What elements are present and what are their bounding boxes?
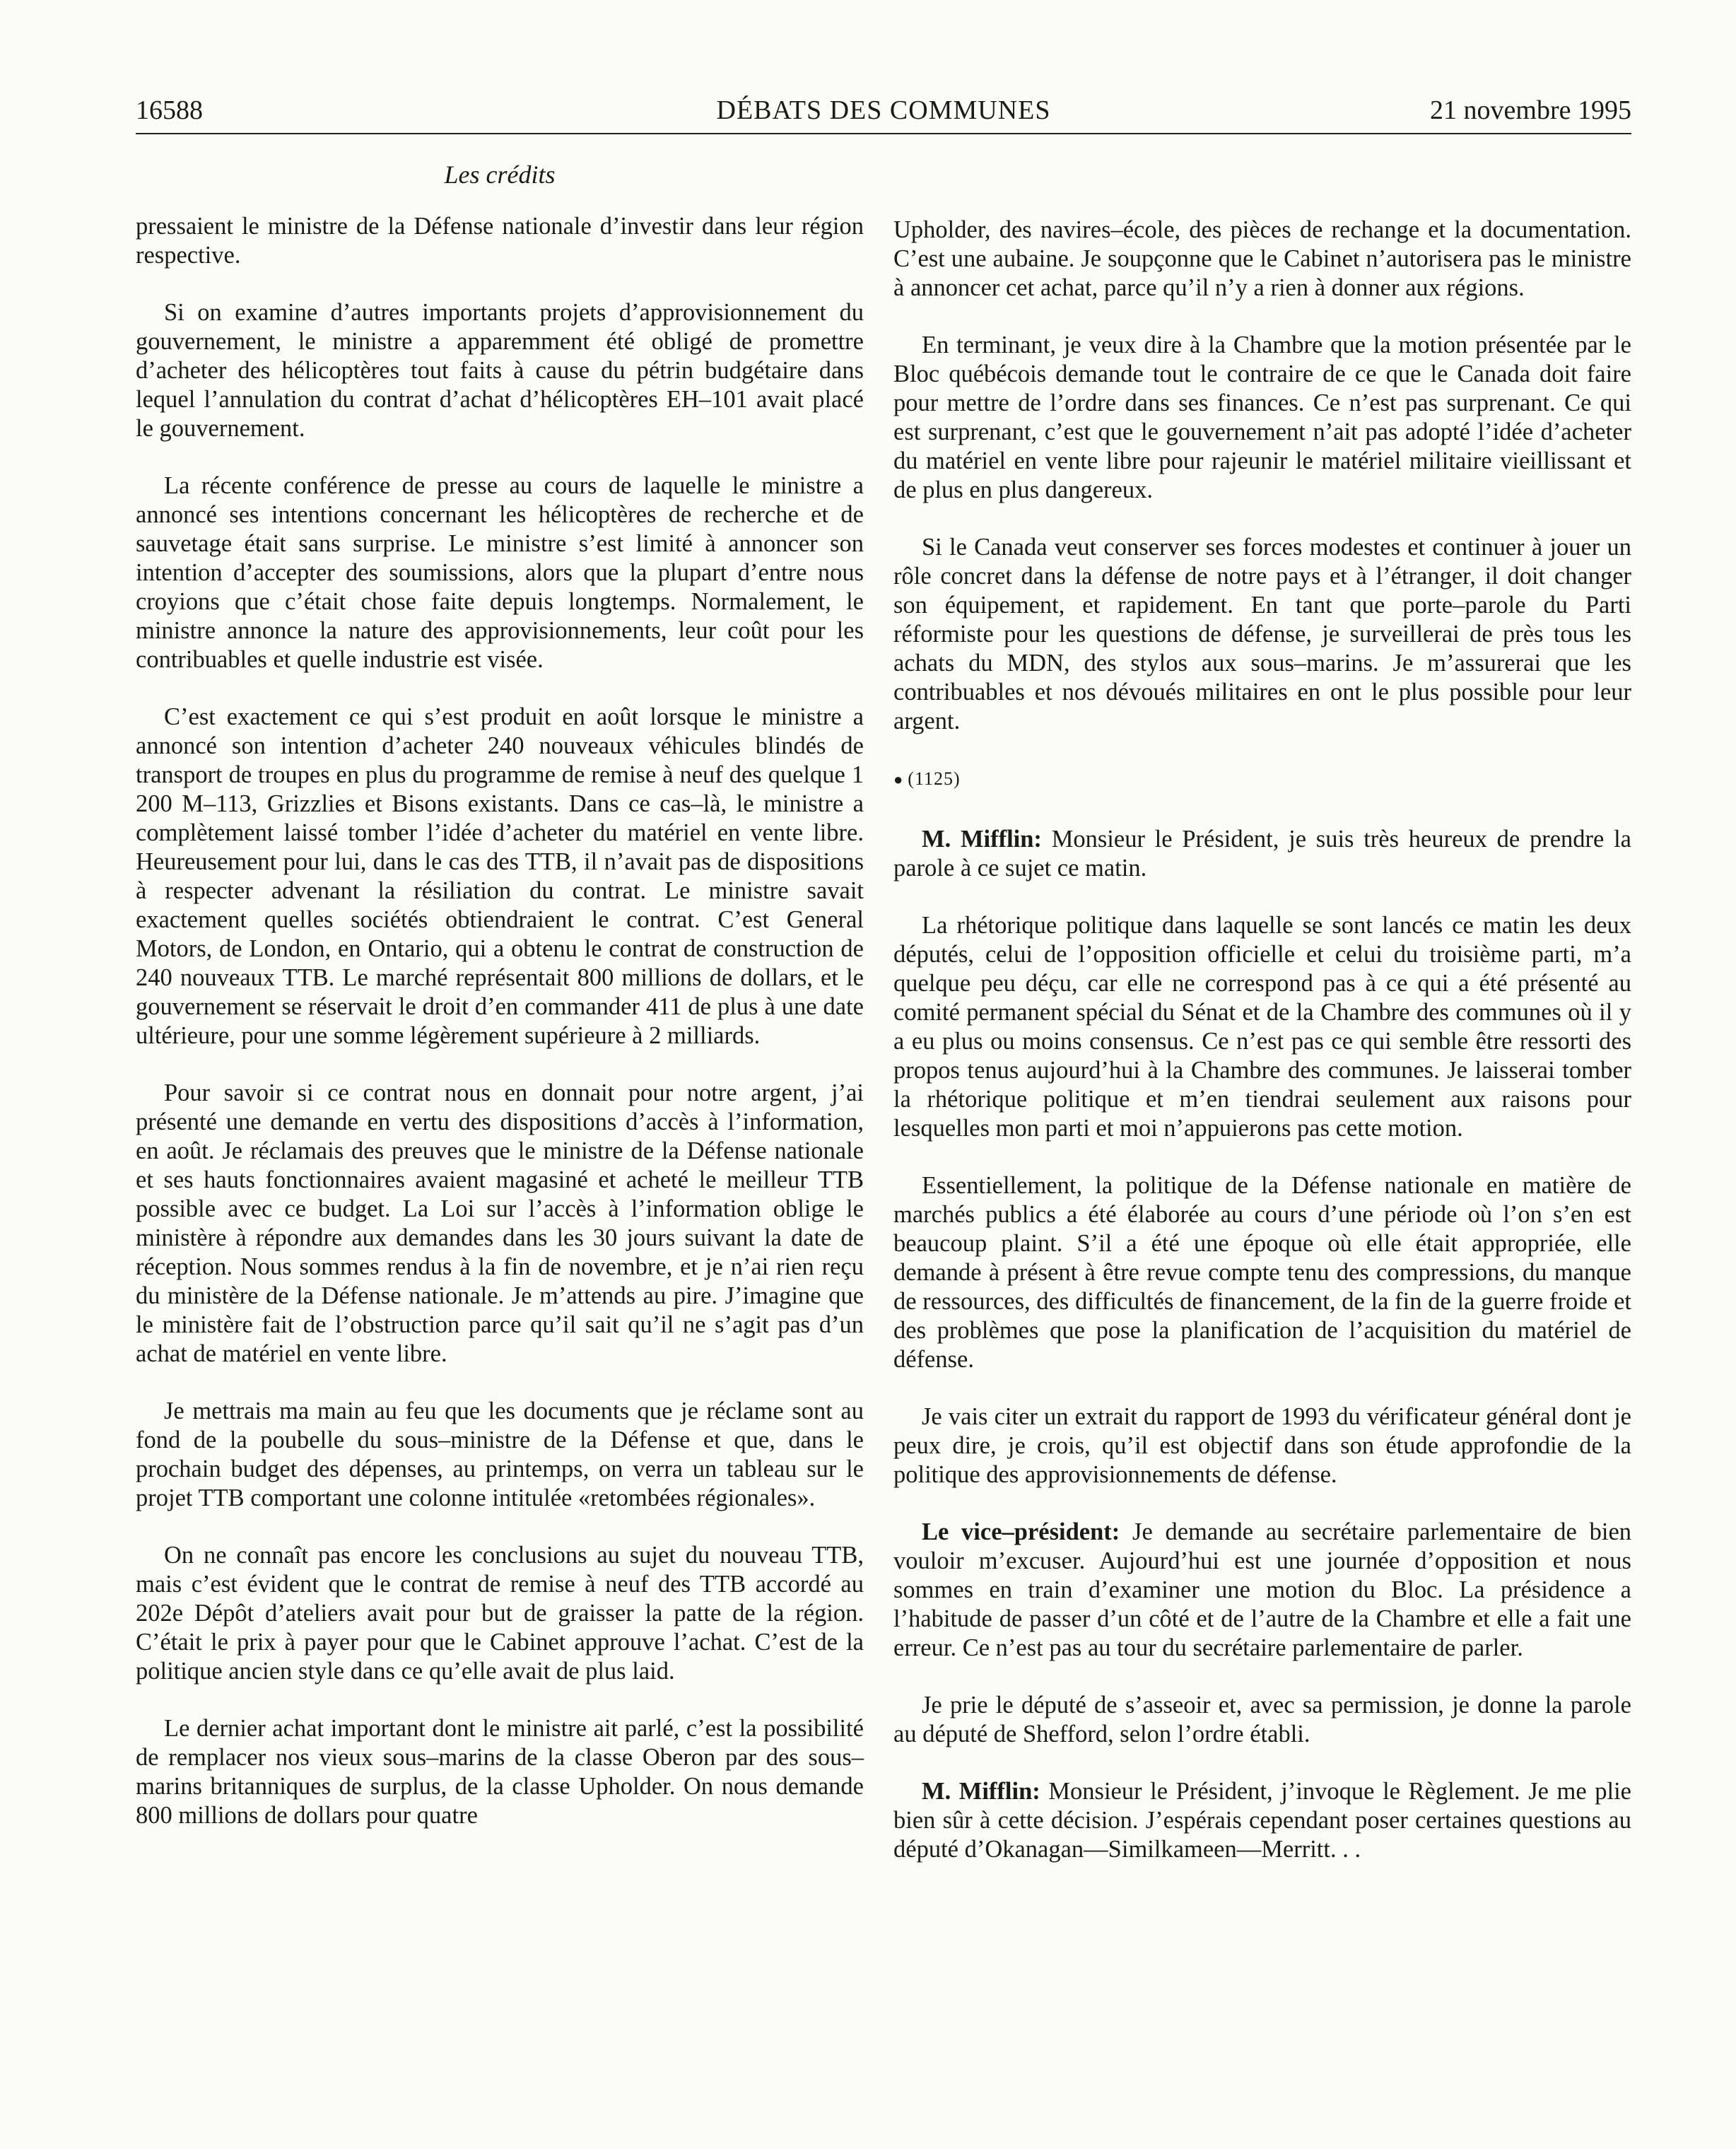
- left-column: [136, 212, 864, 2050]
- paragraph: Pour savoir si ce contrat nous en donnait pour notre argent, j’ai présenté une demande en vertu des dispositions d’accès à l’information, en août. Je réclamais des preuves que le ministre de la Défense nationale et ses hauts fonctionnaires avaient magasiné et acheté le meilleur TTB possible avec ce budget. La Loi sur l’accès à l’information oblige le ministère à répondre aux demandes dans les 30 jours suivant la date de réception. Nous sommes rendus à la fin de novembre, et je n’ai rien reçu du ministère de la Défense nationale. Je m’attends au pire. J’imagine que le ministère fait de l’obstruction parce qu’il sait qu’il ne s’agit pas d’un achat de matériel en vente libre.: [136, 1079, 864, 1367]
- speech-paragraph: [893, 825, 1631, 883]
- paragraph: En terminant, je veux dire à la Chambre que la motion présentée par le Bloc québécois demande tout le contraire de ce que le Canada doit faire pour mettre de l’ordre dans ses finances. Ce n’est pas surprenant. Ce qui est surprenant, c’est que le gouvernement n’ait pas adopté l’idée d’acheter du matériel en vente libre pour rajeunir le matériel militaire vieillissant et de plus en plus dangereux.: [893, 332, 1631, 503]
- speaker-name: M. Mifflin:: [922, 826, 1042, 853]
- speaker-name: M. Mifflin:: [922, 1778, 1040, 1805]
- paragraph: Je prie le député de s’asseoir et, avec sa permission, je donne la parole au député de Shefford, selon l’ordre établi.: [893, 1692, 1631, 1747]
- paragraph: Je vais citer un extrait du rapport de 1993 du vérificateur général dont je peux dire, je crois, qu’il est objectif dans son étude approfondie de la politique des approvisionnements de défense.: [893, 1403, 1631, 1488]
- paragraph: Essentiellement, la politique de la Défense nationale en matière de marchés publics a été élaborée au cours d’une période où l’on s’en est beaucoup plaint. S’il a été une époque où elle était appropriée, elle demande à présent à être revue compte tenu des compressions, du manque de ressources, des difficultés de financement, de la fin de la guerre froide et des problèmes que pose la planification de l’acquisition du matériel de défense.: [893, 1172, 1631, 1373]
- time-stamp: [893, 764, 1631, 794]
- speech-paragraph: [893, 1777, 1631, 1864]
- paragraph: C’est exactement ce qui s’est produit en août lorsque le ministre a annoncé son intention d’acheter 240 nouveaux véhicules blindés de transport de troupes en plus du programme de remise à neuf des quelque 1 200 M–113, Grizzlies et Bisons existants. Dans ce cas–là, le ministre a complètement laissé tomber l’idée d’acheter du matériel en vente libre. Heureusement pour lui, dans le cas des TTB, il n’avait pas de dispositions à respecter advenant la résiliation du contrat. Le ministre savait exactement quelles sociétés obtiendraient le contrat. C’est General Motors, de London, en Ontario, qui a obtenu le contrat de construction de 240 nouveaux TTB. Le marché représentait 800 millions de dollars, et le gouvernement se réservait le droit d’en commander 411 de plus à une date ultérieure, pour une somme légèrement supérieure à 2 milliards.: [136, 703, 864, 1049]
- speech-paragraph: [893, 1518, 1631, 1663]
- paragraph: Je mettrais ma main au feu que les documents que je réclame sont au fond de la poubelle du sous–ministre de la Défense et que, dans le prochain budget des dépenses, au printemps, on verra un tableau sur le projet TTB comportant une colonne intitulée «retombées régionales».: [136, 1398, 864, 1511]
- speech-text: Monsieur le Président, j’invoque le Règlement. Je me plie bien sûr à cette décision. J’espérais cependant poser certaines questions au député d’Okanagan—Similkameen—Merritt. . .: [893, 1778, 1631, 1863]
- right-column: [893, 216, 1631, 2054]
- paragraph: Si le Canada veut conserver ses forces modestes et continuer à jouer un rôle concret dans la défense de notre pays et à l’étranger, il doit changer son équipement, et rapidement. En tant que porte–parole du Parti réformiste pour les questions de défense, je surveillerai de près tous les achats du MDN, des stylos aux sous–marins. Je m’assurerai que les contribuables et nos dévoués militaires en ont le plus possible pour leur argent.: [893, 534, 1631, 734]
- time-stamp-text: (1125): [908, 768, 961, 789]
- publication-title: DÉBATS DES COMMUNES: [716, 95, 1051, 125]
- speaker-name: Le vice–président:: [922, 1518, 1120, 1545]
- paragraph: Si on examine d’autres importants projets d’approvisionnement du gouvernement, le ministre a apparemment été obligé de promettre d’acheter des hélicoptères tout faits à cause du pétrin budgétaire dans lequel l’annulation du contrat d’achat d’hélicoptères EH–101 avait placé le gouvernement.: [136, 299, 864, 442]
- section-title: Les crédits: [444, 160, 556, 189]
- paragraph: On ne connaît pas encore les conclusions au sujet du nouveau TTB, mais c’est évident que le contrat de remise à neuf des TTB accordé au 202e Dépôt d’ateliers avait pour but de graisser la patte de la région. C’était le prix à payer pour que le Cabinet approuve l’achat. C’est de la politique ancien style dans ce qu’elle avait de plus laid.: [136, 1542, 864, 1685]
- paragraph: Le dernier achat important dont le ministre ait parlé, c’est la possibilité de remplacer nos vieux sous–marins de la classe Oberon par des sous–marins britanniques de surplus, de la classe Upholder. On nous demande 800 millions de dollars pour quatre: [136, 1715, 864, 1829]
- header-date: 21 novembre 1995: [1430, 95, 1631, 125]
- paragraph: La récente conférence de presse au cours de laquelle le ministre a annoncé ses intentions concernant les hélicoptères de recherche et de sauvetage était sans surprise. Le ministre s’est limité à annoncer son intention d’accepter des soumissions, alors que la plupart d’entre nous croyions que c’était chose faite depuis longtemps. Normalement, le ministre annonce la nature des approvisionnements, leur coût pour les contribuables et quelle industrie est visée.: [136, 472, 864, 673]
- speech-text: Je demande au secrétaire parlementaire de bien vouloir m’excuser. Aujourd’hui est une journée d’opposition et nous sommes en train d’examiner une motion du Bloc. La présidence a l’habitude de passer d’un côté et de l’autre de la Chambre et elle a fait une erreur. Ce n’est pas au tour du secrétaire parlementaire de parler.: [893, 1518, 1632, 1661]
- running-header: [136, 90, 1631, 134]
- paragraph: pressaient le ministre de la Défense nationale d’investir dans leur région respective.: [136, 213, 864, 269]
- paragraph: La rhétorique politique dans laquelle se sont lancés ce matin les deux députés, celui de l’opposition officielle et celui du troisième parti, m’a quelque peu déçu, car elle ne correspond pas à ce qui a été présenté au comité permanent spécial du Sénat et de la Chambre des communes où il y a eu plus ou moins consensus. Ce n’est pas ce qui semble être ressorti des propos tenus aujourd’hui à la Chambre des communes. Je laisserai tomber la rhétorique politique et m’en tiendrai seulement aux raisons pour lesquelles mon parti et moi n’appuierons pas cette motion.: [893, 912, 1631, 1142]
- paragraph: Upholder, des navires–école, des pièces de rechange et la documentation. C’est une aubaine. Je soupçonne que le Cabinet n’autorisera pas le ministre à annoncer cet achat, parce qu’il n’y a rien à donner aux régions.: [893, 216, 1631, 301]
- speech-text: Monsieur le Président, je suis très heureux de prendre la parole à ce sujet ce matin.: [893, 826, 1631, 882]
- page-number: 16588: [136, 95, 203, 125]
- bullet-icon: ●: [893, 771, 904, 788]
